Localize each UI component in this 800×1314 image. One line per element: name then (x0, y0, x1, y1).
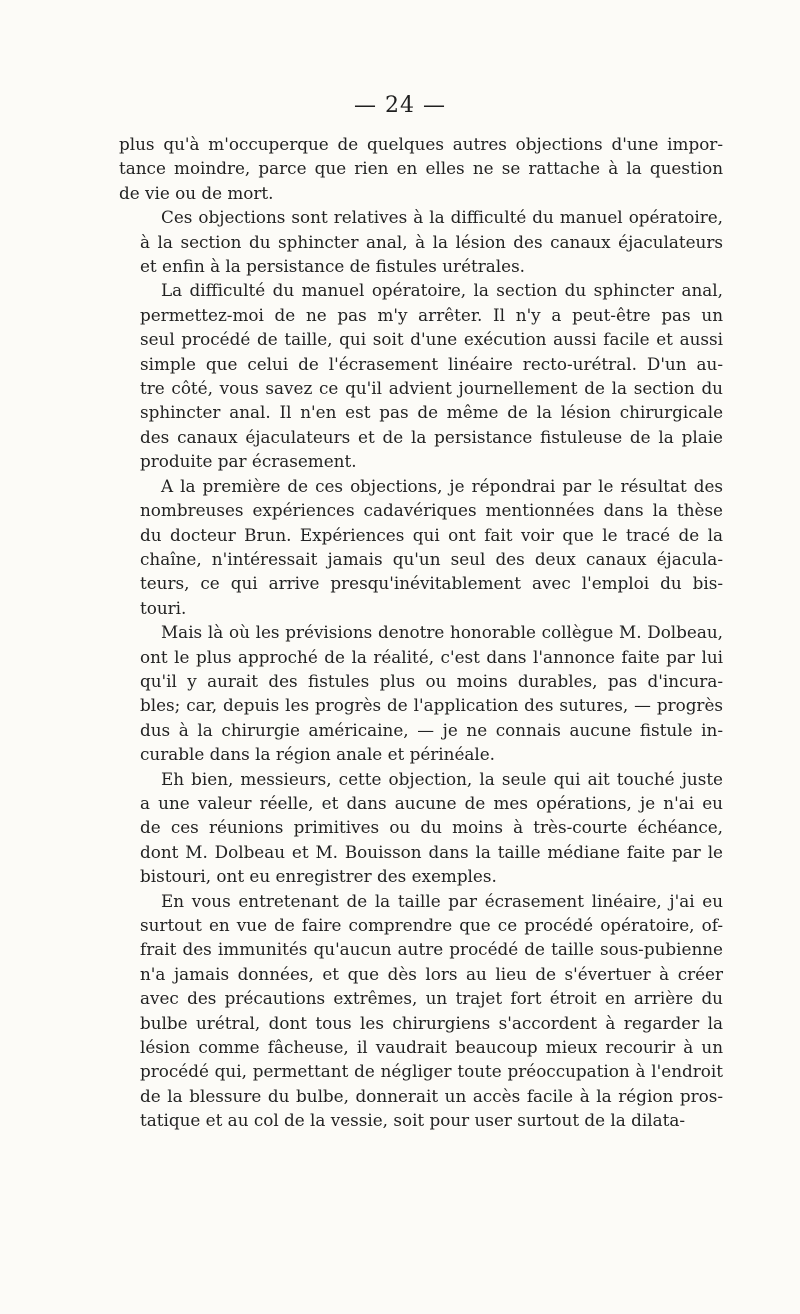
paragraph (119, 474, 723, 620)
page-number: — 24 — (354, 93, 446, 118)
text-line: Eh bien, messieurs, cette objection, la seule qui ait touché juste (161, 768, 723, 789)
text-line: frait des immunités qu'aucun autre procédé de taille sous-pubienne (140, 939, 723, 960)
text-line: des canaux éjaculateurs et de la persistance fistuleuse de la plaie (140, 426, 723, 447)
text-line: dont M. Dolbeau et M. Bouisson dans la taille médiane faite par le (140, 841, 723, 862)
paragraph (119, 205, 723, 278)
text-line: produite par écrasement. (140, 451, 357, 472)
text-line: bistouri, ont eu enregistrer des exemples. (140, 866, 497, 887)
text-line: avec des précautions extrêmes, un trajet fort étroit en arrière du (140, 988, 723, 1009)
text-line: dus à la chirurgie américaine, — je ne connais aucune fistule in- (140, 719, 723, 740)
text-line: permettez-moi de ne pas m'y arrêter. Il n'y a peut-être pas un (140, 304, 723, 325)
paragraph (119, 278, 723, 473)
text-line: bles; car, depuis les progrès de l'application des sutures, — progrès (140, 695, 723, 716)
text-line: A la première de ces objections, je répondrai par le résultat des (161, 475, 723, 496)
text-line: Mais là où les prévisions denotre honorable collègue M. Dolbeau, (161, 622, 723, 643)
text-line: qu'il y aurait des fistules plus ou moins durables, pas d'incura- (140, 670, 723, 691)
paragraph (119, 767, 723, 889)
text-line: La difficulté du manuel opératoire, la section du sphincter anal, (161, 280, 723, 301)
text-line: de ces réunions primitives ou du moins à très-courte échéance, (140, 817, 723, 838)
text-line: tance moindre, parce que rien en elles ne se rattache à la question (119, 158, 723, 179)
text-line: lésion comme fâcheuse, il vaudrait beaucoup mieux recourir à un (140, 1037, 723, 1058)
text-line: et enfin à la persistance de fistules urétrales. (140, 256, 526, 277)
text-line: plus qu'à m'occuperque de quelques autres objections d'une impor- (119, 134, 723, 154)
text-line: du docteur Brun. Expériences qui ont fait voir que le tracé de la (140, 524, 723, 545)
text-line: n'a jamais données, et que dès lors au lieu de s'évertuer à créer (140, 963, 723, 984)
text-line: simple que celui de l'écrasement linéaire recto-urétral. D'un au- (140, 353, 723, 374)
text-line: de la blessure du bulbe, donnerait un accès facile à la région pros- (140, 1085, 723, 1106)
text-line: curable dans la région anale et périnéale. (140, 744, 496, 765)
text-line: chaîne, n'intéressait jamais qu'un seul des deux canaux éjacula- (140, 548, 723, 569)
text-line: a une valeur réelle, et dans aucune de mes opérations, je n'ai eu (140, 792, 723, 813)
paragraph (119, 889, 723, 1133)
text-line: ont le plus approché de la réalité, c'est dans l'annonce faite par lui (140, 646, 723, 667)
text-line: nombreuses expériences cadavériques mentionnées dans la thèse (140, 500, 723, 521)
text-line: procédé qui, permettant de négliger toute préoccupation à l'endroit (140, 1061, 723, 1082)
text-line: sphincter anal. Il n'en est pas de même de la lésion chirurgicale (140, 402, 723, 423)
text-line: surtout en vue de faire comprendre que ce procédé opératoire, of- (140, 915, 723, 935)
text-line: bulbe urétral, dont tous les chirurgiens s'accordent à regarder la (140, 1012, 723, 1033)
text-line: En vous entretenant de la taille par écrasement linéaire, j'ai eu (161, 890, 723, 911)
text-line: teurs, ce qui arrive presqu'inévitablement avec l'emploi du bis- (140, 573, 723, 594)
text-line: de vie ou de mort. (119, 182, 274, 203)
text-line: à la section du sphincter anal, à la lésion des canaux éjaculateurs (140, 231, 723, 252)
text-line: seul procédé de taille, qui soit d'une exécution aussi facile et aussi (140, 329, 723, 350)
text-line: touri. (140, 597, 187, 618)
text-line: tatique et au col de la vessie, soit pour user surtout de la dilata- (140, 1110, 686, 1131)
paragraph (119, 132, 723, 205)
paragraph (119, 620, 723, 766)
text-line: Ces objections sont relatives à la difficulté du manuel opératoire, (161, 207, 723, 228)
text-line: tre côté, vous savez ce qu'il advient journellement de la section du (140, 378, 723, 399)
body-text (119, 132, 723, 1133)
